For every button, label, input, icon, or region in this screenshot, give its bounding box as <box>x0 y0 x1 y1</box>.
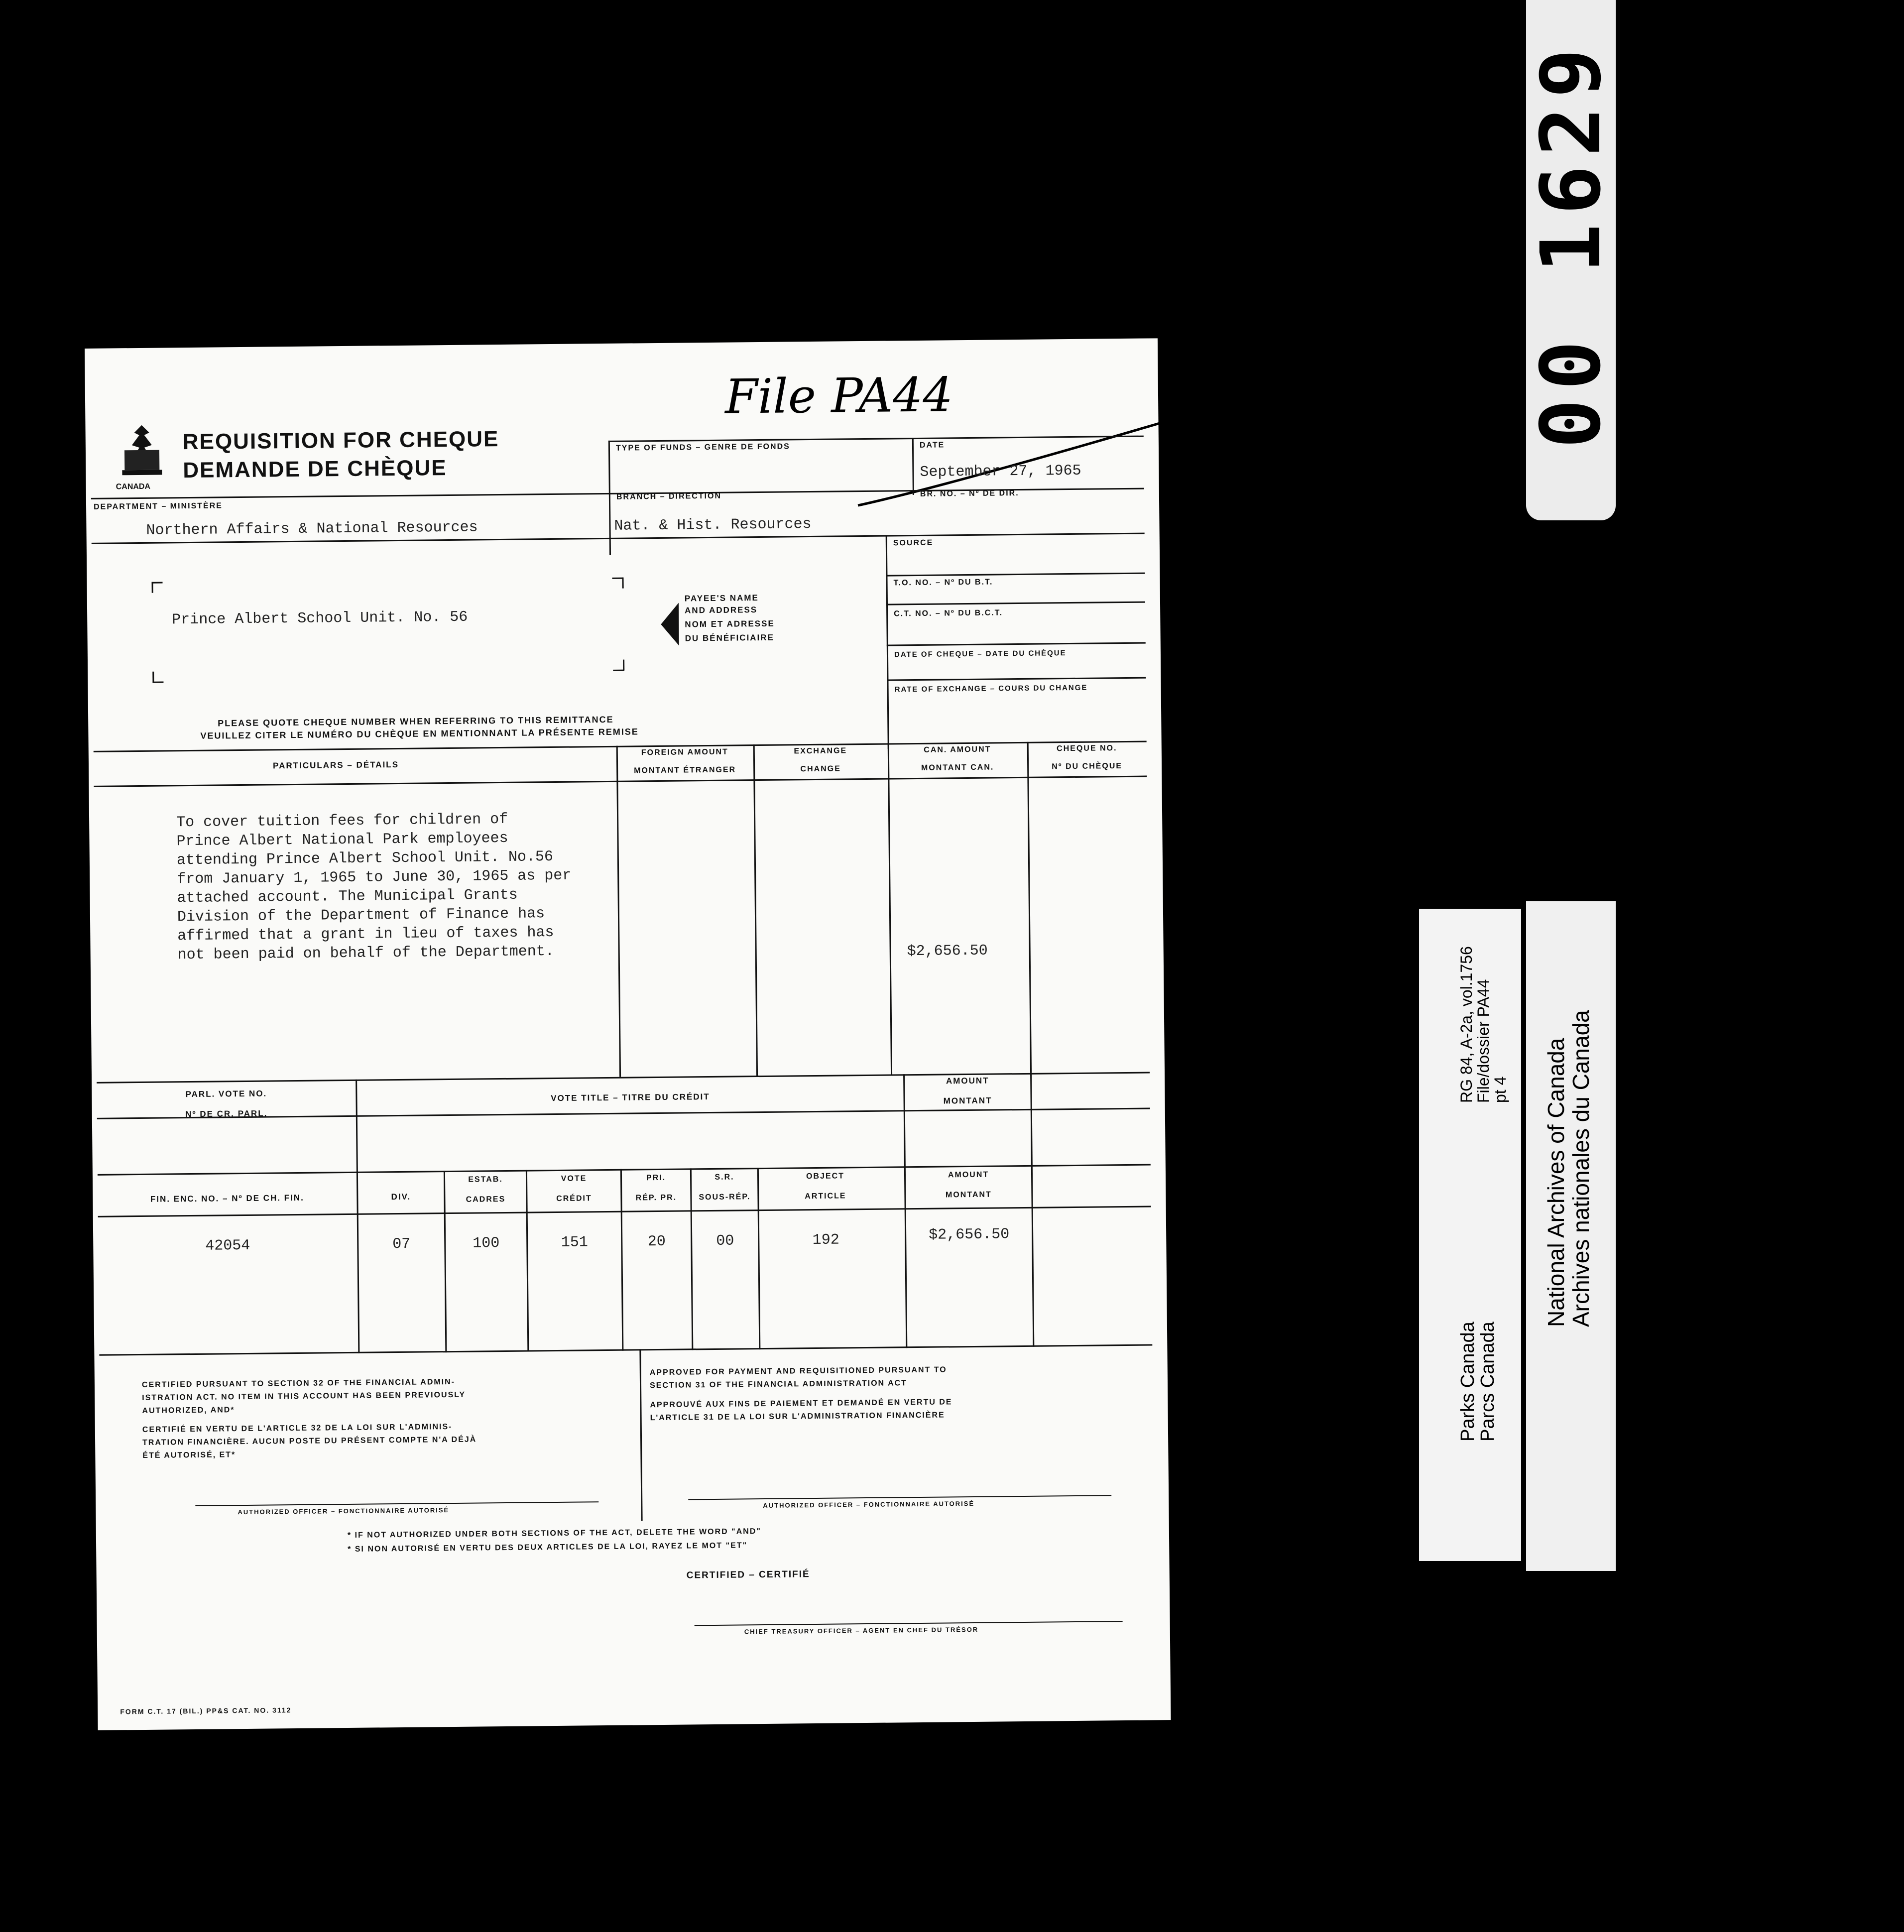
cert-line: CERTIFIED PURSUANT TO SECTION 32 OF THE FINANCIAL ADMIN- <box>141 1377 456 1389</box>
credit-label: CRÉDIT <box>556 1194 592 1203</box>
cert-line: SECTION 31 OF THE FINANCIAL ADMINISTRATION ACT <box>649 1379 907 1390</box>
cert-line: AUTHORIZED, AND* <box>142 1406 235 1415</box>
estab-label: ESTAB. <box>468 1175 503 1184</box>
cheque-no-header: CHEQUE NO. <box>1057 744 1117 753</box>
pri-label: PRI. <box>646 1173 666 1183</box>
cert-left-en <box>142 1376 466 1418</box>
branch-label: BRANCH – DIRECTION <box>616 491 722 501</box>
frame-number-strip <box>1523 0 1619 520</box>
authorized-officer-left: AUTHORIZED OFFICER – FONCTIONNAIRE AUTORISÉ <box>238 1506 450 1516</box>
foreign-amount-header-fr: MONTANT ÉTRANGER <box>634 765 736 775</box>
handwritten-strike-line <box>852 402 1201 515</box>
particulars-line: Division of the Department of Finance has <box>177 905 545 926</box>
date-value: September 27, 1965 <box>920 462 1081 481</box>
exchange-header: EXCHANGE <box>794 746 847 756</box>
particulars-header: PARTICULARS – DÉTAILS <box>272 759 399 771</box>
amount-label-fr: MONTANT <box>943 1095 992 1106</box>
archives-en: National Archives of Canada <box>1543 1038 1569 1327</box>
can-amount-header: CAN. AMOUNT <box>924 745 991 754</box>
ref-line: File/dossier PA44 <box>1474 979 1492 1103</box>
department-value: Northern Affairs & National Resources <box>146 519 478 539</box>
cert-line: ÉTÉ AUTORISÉ, ET* <box>142 1450 236 1460</box>
object-label: OBJECT <box>806 1172 845 1181</box>
ref-line: RG 84, A-2a, vol.1756 <box>1457 946 1475 1103</box>
can-amount-value: $2,656.50 <box>907 942 988 961</box>
vote-value: 151 <box>561 1234 588 1251</box>
particulars-line: To cover tuition fees for children of <box>176 811 508 832</box>
object-value: 192 <box>812 1231 839 1249</box>
sr-value: 00 <box>716 1232 734 1250</box>
br-no-label: BR. NO. – Nº DE DIR. <box>920 488 1019 498</box>
remittance-note-fr: VEUILLEZ CITER LE NUMÉRO DU CHÈQUE EN MENTIONNANT LA PRÉSENTE REMISE <box>200 726 639 741</box>
coat-of-arms-icon <box>114 422 169 483</box>
payee-label-3: NOM ET ADRESSE <box>685 618 775 629</box>
certified-label: CERTIFIED – CERTIFIÉ <box>686 1569 810 1581</box>
form-title-en: REQUISITION FOR CHEQUE <box>182 427 499 455</box>
particulars-text <box>176 810 572 965</box>
fin-amount-value: $2,656.50 <box>928 1226 1010 1244</box>
cert-line: ISTRATION ACT. NO ITEM IN THIS ACCOUNT HAS BEEN PREVIOUSLY <box>142 1390 466 1402</box>
type-of-funds-label: TYPE OF FUNDS – GENRE DE FONDS <box>615 442 790 453</box>
article-label: ARTICLE <box>805 1192 846 1201</box>
cert-right-en <box>650 1363 947 1392</box>
archives-names <box>1544 1010 1593 1327</box>
parks-fr: Parcs Canada <box>1477 1322 1498 1442</box>
rep-pr-label: RÉP. PR. <box>635 1193 677 1203</box>
cheque-no-header-fr: Nº DU CHÈQUE <box>1052 762 1123 771</box>
particulars-line: attached account. The Municipal Grants <box>177 886 518 907</box>
requisition-form-sheet <box>85 338 1171 1730</box>
date-of-cheque-label: DATE OF CHEQUE – DATE DU CHÈQUE <box>894 649 1067 659</box>
can-amount-header-fr: MONTANT CAN. <box>921 763 994 772</box>
cert-line: TRATION FINANCIÈRE. AUCUN POSTE DU PRÉSENT COMPTE N'A DÉJÀ <box>142 1435 477 1447</box>
cert-line: L'ARTICLE 31 DE LA LOI SUR L'ADMINISTRATION FINANCIÈRE <box>650 1411 945 1423</box>
payee-label-4: DU BÉNÉFICIAIRE <box>685 632 774 643</box>
branch-value: Nat. & Hist. Resources <box>614 516 812 535</box>
particulars-line: Prince Albert National Park employees <box>176 830 508 850</box>
cert-line: APPROUVÉ AUX FINS DE PAIEMENT ET DEMANDÉ EN VERTU DE <box>650 1398 952 1410</box>
particulars-line: from January 1, 1965 to June 30, 1965 as per <box>177 867 572 888</box>
reference-label <box>1419 909 1521 1561</box>
cert-left-fr <box>142 1421 477 1462</box>
fin-enc-label: FIN. ENC. NO. – Nº DE CH. FIN. <box>150 1193 304 1204</box>
cert-right-fr <box>650 1396 952 1425</box>
to-no-label: T.O. NO. – Nº DU B.T. <box>893 578 993 588</box>
cert-line: APPROVED FOR PAYMENT AND REQUISITIONED PURSUANT TO <box>649 1365 947 1377</box>
vote-title-label: VOTE TITLE – TITRE DU CRÉDIT <box>551 1092 710 1103</box>
cadres-label: CADRES <box>466 1195 506 1204</box>
sous-rep-label: SOUS-RÉP. <box>699 1193 751 1202</box>
parks-canada <box>1458 1322 1498 1442</box>
amount-label: AMOUNT <box>946 1076 989 1086</box>
cert-line: CERTIFIÉ EN VERTU DE L'ARTICLE 32 DE LA LOI SUR L'ADMINIS- <box>142 1423 453 1434</box>
reference-label-text <box>1429 794 1509 1447</box>
authorized-officer-right: AUTHORIZED OFFICER – FONCTIONNAIRE AUTORISÉ <box>763 1499 975 1510</box>
payee-value: Prince Albert School Unit. No. 56 <box>172 608 468 629</box>
ct-no-label: C.T. NO. – Nº DU B.C.T. <box>894 608 1003 618</box>
note-en: * IF NOT AUTHORIZED UNDER BOTH SECTIONS OF THE ACT, DELETE THE WORD "AND" <box>347 1527 762 1540</box>
source-label: SOURCE <box>893 538 934 548</box>
payee-label-1: PAYEE'S NAME <box>684 593 759 604</box>
parl-vote-label-fr: Nº DE CR. PARL. <box>185 1108 268 1119</box>
sr-label: S.R. <box>714 1173 734 1182</box>
div-label: DIV. <box>391 1192 411 1202</box>
particulars-line: not been paid on behalf of the Department. <box>177 943 554 964</box>
payee-arrow-icon <box>660 602 680 647</box>
date-label: DATE <box>919 441 945 450</box>
ref-line: pt 4 <box>1491 1076 1509 1103</box>
particulars-line: attending Prince Albert School Unit. No.56 <box>176 848 554 869</box>
handwritten-file-note: File PA44 <box>724 367 953 425</box>
rate-of-exchange-label: RATE OF EXCHANGE – COURS DU CHANGE <box>894 683 1088 694</box>
archives-label-text <box>1531 904 1611 1571</box>
div-value: 07 <box>392 1235 411 1253</box>
form-number: FORM C.T. 17 (BIL.) PP&S CAT. NO. 3112 <box>120 1706 292 1716</box>
canada-label: CANADA <box>116 482 151 491</box>
particulars-line: affirmed that a grant in lieu of taxes has <box>177 924 554 945</box>
exchange-header-fr: CHANGE <box>800 764 841 774</box>
archives-fr: Archives nationales du Canada <box>1568 1010 1594 1327</box>
remittance-note-en: PLEASE QUOTE CHEQUE NUMBER WHEN REFERRING TO THIS REMITTANCE <box>218 714 614 728</box>
fin-amount-label: AMOUNT <box>948 1170 989 1180</box>
reference-lines <box>1458 946 1509 1103</box>
department-label: DEPARTMENT – MINISTÈRE <box>93 501 223 511</box>
frame-number: 00 1629 <box>1523 39 1619 449</box>
chief-treasury-officer: CHIEF TREASURY OFFICER – AGENT EN CHEF DU TRÉSOR <box>744 1625 979 1636</box>
form-title-fr: DEMANDE DE CHÈQUE <box>183 456 447 483</box>
foreign-amount-header: FOREIGN AMOUNT <box>641 747 728 757</box>
estab-value: 100 <box>473 1235 500 1252</box>
fin-montant-label: MONTANT <box>945 1190 992 1200</box>
vote-label: VOTE <box>561 1174 587 1183</box>
archives-label <box>1526 901 1616 1571</box>
fin-enc-value: 42054 <box>205 1237 250 1255</box>
note-fr: * SI NON AUTORISÉ EN VERTU DES DEUX ARTICLES DE LA LOI, RAYEZ LE MOT "ET" <box>348 1541 748 1554</box>
pri-value: 20 <box>647 1233 666 1251</box>
parks-en: Parks Canada <box>1457 1322 1478 1442</box>
payee-label-2: AND ADDRESS <box>685 605 758 615</box>
parl-vote-label: PARL. VOTE NO. <box>185 1088 267 1099</box>
